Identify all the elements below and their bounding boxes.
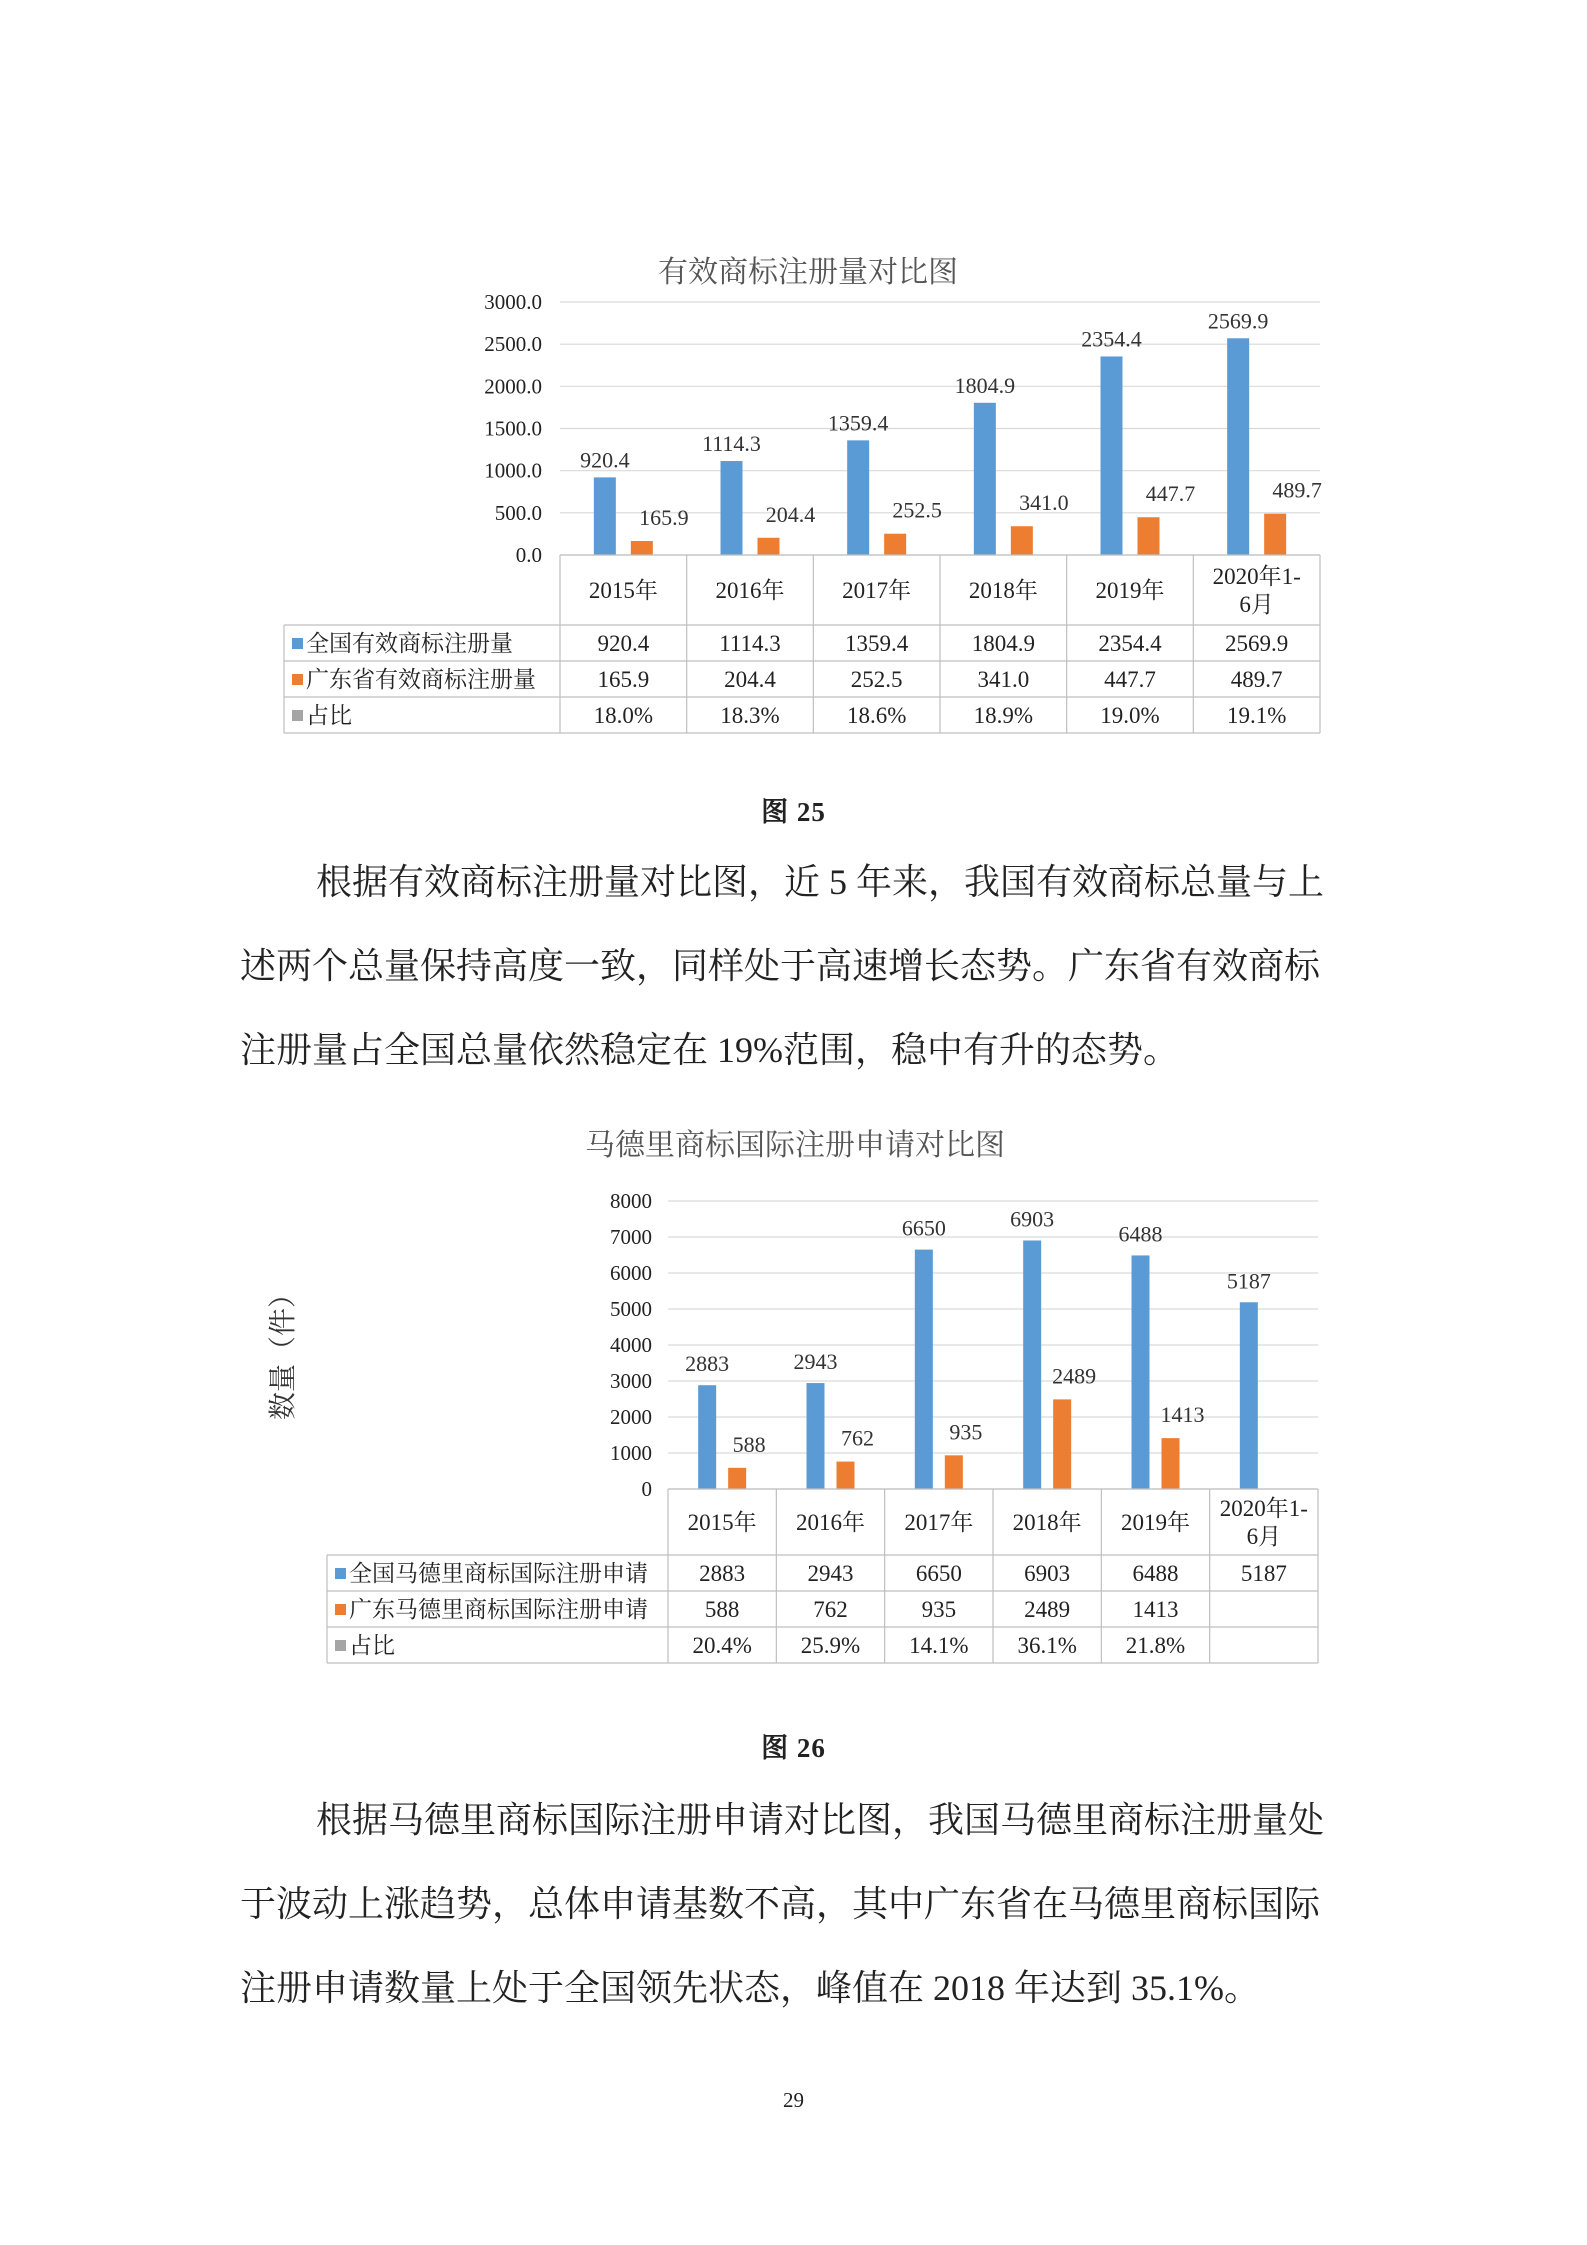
paragraph-1: 根据有效商标注册量对比图，近 5 年来，我国有效商标总量与上述两个总量保持高度一致，同样处于高速增长态势。广东省有效商标注册量占全国总量依然稳定在 19%范围，稳中有升的态势。	[240, 862, 1325, 1070]
bar-national	[915, 1250, 933, 1489]
bar-national	[1023, 1240, 1041, 1489]
category-label: 2016年	[715, 578, 785, 603]
table-cell: 935	[921, 1597, 957, 1622]
category-label: 2015年	[588, 578, 658, 603]
table-cell: 489.7	[1230, 667, 1283, 692]
data-label-guangdong: 588	[732, 1431, 766, 1457]
table-cell: 2883	[699, 1561, 746, 1586]
table-cell: 6488	[1132, 1561, 1179, 1586]
data-label-national: 6650	[901, 1215, 946, 1241]
data-label-national: 920.4	[580, 447, 630, 473]
legend-label: 占比	[306, 703, 352, 728]
y-tick-label: 3000.0	[484, 290, 542, 314]
legend-swatch	[335, 1640, 346, 1651]
bar-guangdong	[1053, 1399, 1071, 1489]
y-tick-label: 8000	[610, 1189, 652, 1213]
legend-swatch	[335, 1568, 346, 1579]
table-cell: 5187	[1240, 1561, 1287, 1586]
data-label-guangdong: 935	[949, 1419, 983, 1445]
y-tick-label: 2500.0	[484, 332, 542, 357]
data-label-national: 1359.4	[827, 410, 889, 436]
table-cell: 2354.4	[1098, 631, 1162, 656]
y-tick-label: 0.0	[515, 543, 542, 567]
table-cell: 18.0%	[593, 703, 654, 728]
data-label-guangdong: 204.4	[765, 501, 816, 527]
bar-national	[1132, 1255, 1150, 1489]
data-label-national: 5187	[1226, 1268, 1271, 1294]
data-label-national: 1114.3	[702, 431, 761, 457]
y-tick-label: 2000.0	[484, 374, 542, 399]
y-tick-label: 7000	[610, 1225, 652, 1249]
data-label-guangdong: 1413	[1160, 1402, 1205, 1428]
data-label-guangdong: 341.0	[1019, 490, 1069, 516]
table-cell: 2943	[807, 1561, 854, 1586]
data-label-national: 2569.9	[1207, 308, 1269, 334]
table-cell: 6650	[915, 1561, 962, 1586]
table-cell: 18.3%	[720, 703, 780, 728]
table-cell: 21.8%	[1125, 1633, 1186, 1658]
bar-national	[807, 1383, 825, 1489]
legend-label: 全国马德里商标国际注册申请	[349, 1561, 648, 1586]
category-label: 2020年1-6月	[1212, 564, 1301, 617]
y-tick-label: 5000	[610, 1297, 652, 1321]
data-label-national: 1804.9	[954, 372, 1016, 398]
category-label: 2020年1-6月	[1219, 1496, 1308, 1549]
table-cell: 18.6%	[846, 703, 907, 728]
table-cell: 1114.3	[719, 631, 781, 656]
data-label-guangdong: 2489	[1052, 1363, 1097, 1389]
y-tick-label: 1500.0	[484, 416, 542, 441]
category-label: 2017年	[842, 578, 912, 603]
table-cell: 762	[813, 1597, 848, 1622]
table-cell: 20.4%	[692, 1633, 752, 1658]
table-cell: 36.1%	[1017, 1633, 1077, 1658]
y-tick-label: 0	[641, 1477, 652, 1501]
paragraph-2: 根据马德里商标国际注册申请对比图，我国马德里商标注册量处于波动上涨趋势，总体申请基数不高，其中广东省在马德里商标国际注册申请数量上处于全国领先状态，峰值在 2018 年达到 35.1%。	[240, 1800, 1325, 2008]
bar-national	[1240, 1302, 1258, 1489]
category-label: 2019年	[1095, 578, 1165, 603]
data-label-national: 6488	[1118, 1221, 1163, 1247]
table-cell: 25.9%	[800, 1633, 861, 1658]
legend-label: 全国有效商标注册量	[306, 631, 513, 656]
y-tick-label: 3000	[610, 1369, 652, 1393]
table-cell: 1804.9	[971, 631, 1035, 656]
bar-national	[698, 1385, 716, 1489]
y-tick-label: 500.0	[494, 500, 542, 525]
y-tick-label: 1000	[610, 1441, 652, 1465]
legend-swatch	[335, 1604, 346, 1615]
table-cell: 14.1%	[909, 1633, 969, 1658]
table-cell: 204.4	[724, 667, 776, 692]
y-tick-label: 4000	[610, 1333, 652, 1357]
table-cell: 1359.4	[845, 631, 909, 656]
bar-guangdong	[945, 1455, 963, 1489]
table-cell: 2489	[1024, 1597, 1071, 1622]
category-label: 2018年	[968, 578, 1038, 603]
data-label-national: 2354.4	[1081, 326, 1142, 352]
data-label-national: 2883	[685, 1351, 730, 1377]
category-label: 2015年	[687, 1510, 757, 1535]
table-cell: 1413	[1132, 1597, 1179, 1622]
data-label-guangdong: 762	[841, 1425, 874, 1451]
data-label-national: 2943	[793, 1349, 838, 1375]
chart-title: 马德里商标国际注册申请对比图	[585, 1129, 1005, 1162]
table-cell: 165.9	[597, 667, 650, 692]
table-cell: 19.0%	[1100, 703, 1160, 728]
data-label-guangdong: 165.9	[639, 505, 689, 531]
data-label-national: 6903	[1010, 1206, 1055, 1232]
data-label-guangdong: 447.7	[1145, 481, 1196, 507]
page-number: 29	[783, 2088, 804, 2112]
bar-guangdong	[728, 1468, 746, 1489]
category-label: 2017年	[904, 1510, 974, 1535]
table-cell: 19.1%	[1226, 703, 1287, 728]
table-cell: 252.5	[850, 667, 903, 692]
y-tick-label: 2000	[610, 1405, 652, 1429]
legend-label: 广东马德里商标国际注册申请	[349, 1597, 648, 1622]
legend-label: 广东省有效商标注册量	[306, 667, 536, 692]
table-cell: 588	[704, 1597, 740, 1622]
category-label: 2018年	[1012, 1510, 1082, 1535]
chart-title: 有效商标注册量对比图	[658, 256, 958, 289]
legend-label: 占比	[349, 1633, 395, 1658]
y-tick-label: 1000.0	[484, 458, 542, 483]
y-axis-label: 数量（件）	[268, 1279, 299, 1421]
table-cell: 2569.9	[1225, 631, 1289, 656]
data-label-guangdong: 489.7	[1272, 477, 1322, 503]
table-cell: 447.7	[1104, 667, 1156, 692]
table-cell: 920.4	[597, 631, 650, 656]
category-label: 2019年	[1121, 1510, 1190, 1535]
table-cell: 6903	[1024, 1561, 1071, 1586]
figure-caption-25: 图 25	[761, 797, 826, 827]
data-label-guangdong: 252.5	[892, 497, 942, 523]
bar-guangdong	[837, 1462, 855, 1489]
table-cell: 341.0	[977, 667, 1030, 692]
figure-caption-26: 图 26	[761, 1733, 826, 1763]
table-cell: 18.9%	[973, 703, 1034, 728]
bar-guangdong	[1162, 1438, 1180, 1489]
y-tick-label: 6000	[610, 1261, 652, 1285]
category-label: 2016年	[796, 1510, 865, 1535]
